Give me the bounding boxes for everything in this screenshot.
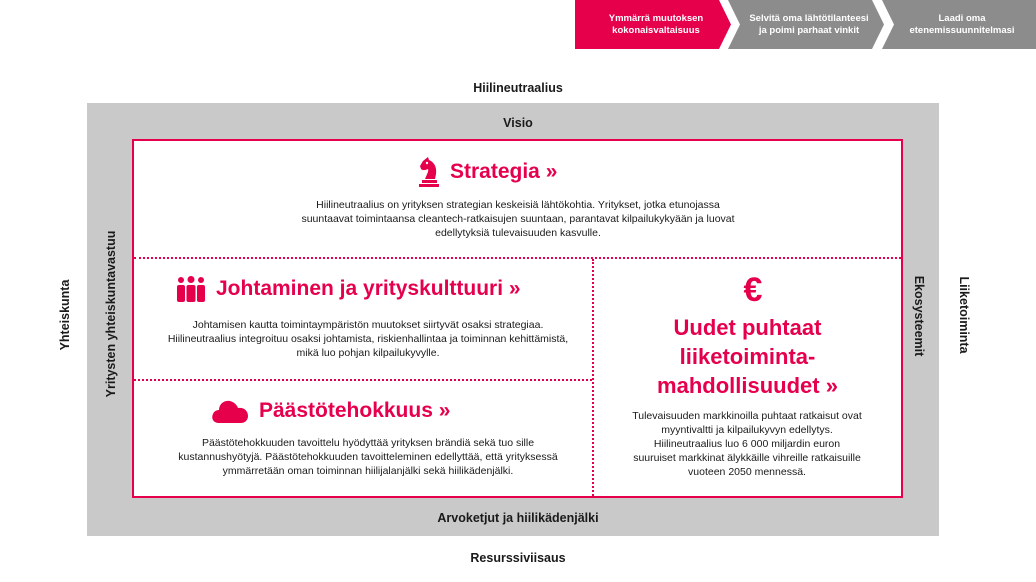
leadership-link[interactable] (176, 276, 521, 302)
emissions-link[interactable] (211, 398, 450, 423)
step-label: Selvitä oma lähtötilanteesi ja poimi parhaat vinkit (749, 12, 869, 36)
emissions-title: Päästötehokkuus » (259, 398, 451, 422)
label-vision: Visio (503, 116, 533, 130)
label-society: Yhteiskunta (58, 279, 72, 351)
chess-knight-icon (418, 157, 440, 187)
strategy-link[interactable] (418, 157, 557, 187)
label-value-chains: Arvoketjut ja hiilikädenjälki (437, 511, 599, 525)
label-ecosystems: Ekosysteemit (912, 275, 926, 357)
people-icon (176, 276, 206, 302)
label-business: Liiketoiminta (957, 276, 971, 354)
divider (592, 259, 594, 496)
label-resource-wisdom: Resurssiviisaus (470, 551, 566, 565)
cloud-icon (211, 398, 249, 423)
strategy-title: Strategia » (450, 160, 558, 183)
label-carbon-neutrality: Hiilineutraalius (473, 81, 563, 95)
step-label: Ymmärrä muutoksen kokonaisvaltaisuus (608, 12, 704, 36)
emissions-text: Päästötehokkuuden tavoittelu hyödyttää yrityksen brändiä sekä tuo sille kustannushyötyjä. Päästötehokkuuden tavoitteleminen edellyttää, että yrityksessä ymmärretään oman toiminnan hiilijalanjälki sekä hiilikädenjälki. (178, 437, 558, 477)
step-understand-change[interactable] (575, 0, 731, 49)
strategy-text: Hiilineutraalius on yrityksen strategian keskeisiä lähtökohtia. Yritykset, jotka etunojassa suuntaavat toimintaansa cleantech-ratkaisujen suuntaan, parantavat kilpailukykyään ja luovat edellytyksiä tulevaisuuden kasvulle. (301, 199, 735, 239)
label-csr: Yritysten yhteiskuntavastuu (104, 230, 118, 398)
business-opportunities-link[interactable]: Uudet puhtaat liiketoiminta- mahdollisuudet » (657, 315, 838, 398)
business-text: Tulevaisuuden markkinoilla puhtaat ratkaisut ovat myyntivaltti ja kilpailukyvyn edellytys. Hiilineutraalius luo 6 000 miljardin euron suuruiset markkinat älykkäille vihreille ratkaisuille vuoteen 2050 mennessä. (632, 410, 862, 478)
divider (134, 379, 592, 381)
step-make-plan[interactable] (882, 0, 1036, 49)
step-label: Laadi oma etenemissuunnitelmasi (909, 12, 1015, 36)
leadership-title: Johtaminen ja yrityskulttuuri » (216, 277, 521, 300)
divider (134, 257, 901, 259)
step-assess-situation[interactable] (728, 0, 884, 49)
leadership-text: Johtamisen kautta toimintaympäristön muutokset siirtyvät osaksi strategiaa. Hiilineutraalius integroituu osaksi johtamista, riskienhallintaa ja toiminnan kehittämistä, mikä luo pohjan kilpailukyvylle. (167, 319, 569, 359)
euro-icon: € (743, 271, 763, 309)
